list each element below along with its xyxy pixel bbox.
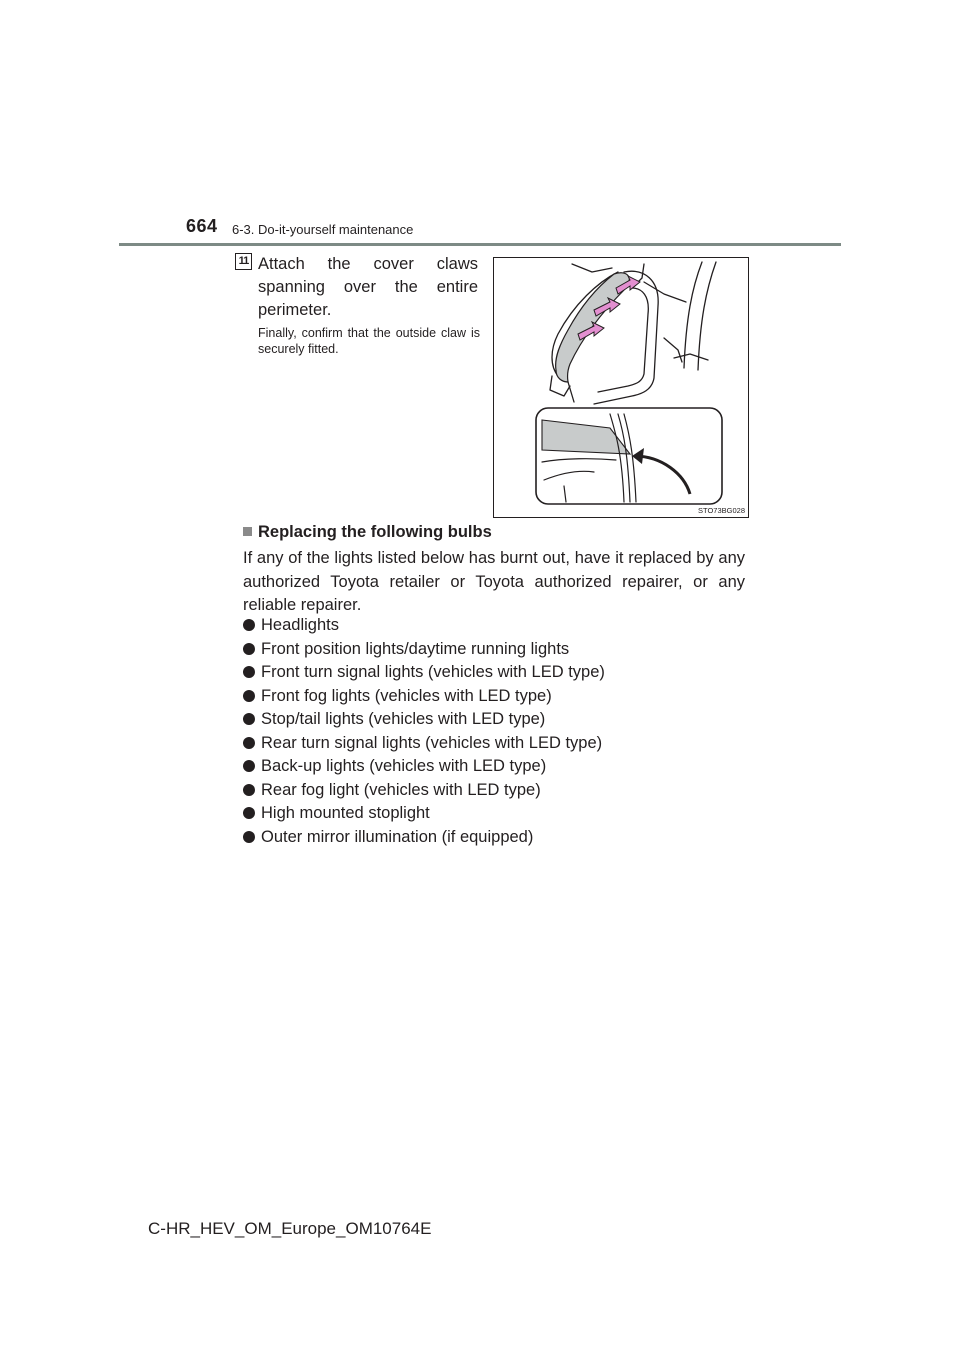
bullet-icon (243, 760, 255, 772)
list-item: Headlights (243, 614, 745, 638)
list-item: Rear fog light (vehicles with LED type) (243, 779, 745, 803)
list-item: Back-up lights (vehicles with LED type) (243, 755, 745, 779)
figure-code: STO73BG028 (698, 506, 745, 515)
list-item: High mounted stoplight (243, 802, 745, 826)
mirror-cover-drawing (494, 258, 748, 517)
bullet-icon (243, 619, 255, 631)
list-item: Front turn signal lights (vehicles with LED type) (243, 661, 745, 685)
document-id: C-HR_HEV_OM_Europe_OM10764E (148, 1219, 432, 1238)
bullet-icon (243, 666, 255, 678)
bullet-icon (243, 737, 255, 749)
step-instruction: Attach the cover claws spanning over the entire perimeter. (258, 255, 478, 319)
section-heading (243, 523, 492, 542)
bulb-list (243, 614, 745, 849)
section-title: 6-3. Do-it-yourself maintenance (232, 222, 414, 237)
step-number-badge: 11 (235, 253, 252, 270)
section-paragraph: If any of the lights listed below has burnt out, have it replaced by any authorized Toyota retailer or Toyota authorized repairer, or any reliable repairer. (243, 549, 745, 614)
bullet-icon (243, 784, 255, 796)
bullet-icon (243, 643, 255, 655)
bullet-icon (243, 831, 255, 843)
header-divider (119, 243, 841, 246)
heading-text: Replacing the following bulbs (258, 523, 492, 541)
list-item: Front position lights/daytime running lights (243, 638, 745, 662)
mirror-cover-illustration (493, 257, 749, 518)
bullet-icon (243, 713, 255, 725)
step-note: Finally, confirm that the outside claw is securely fitted. (258, 326, 480, 356)
page-number: 664 (186, 216, 218, 236)
heading-square-icon (243, 527, 252, 536)
bullet-icon (243, 690, 255, 702)
bullet-icon (243, 807, 255, 819)
list-item: Front fog lights (vehicles with LED type) (243, 685, 745, 709)
list-item: Rear turn signal lights (vehicles with LED type) (243, 732, 745, 756)
list-item: Outer mirror illumination (if equipped) (243, 826, 745, 850)
list-item: Stop/tail lights (vehicles with LED type) (243, 708, 745, 732)
